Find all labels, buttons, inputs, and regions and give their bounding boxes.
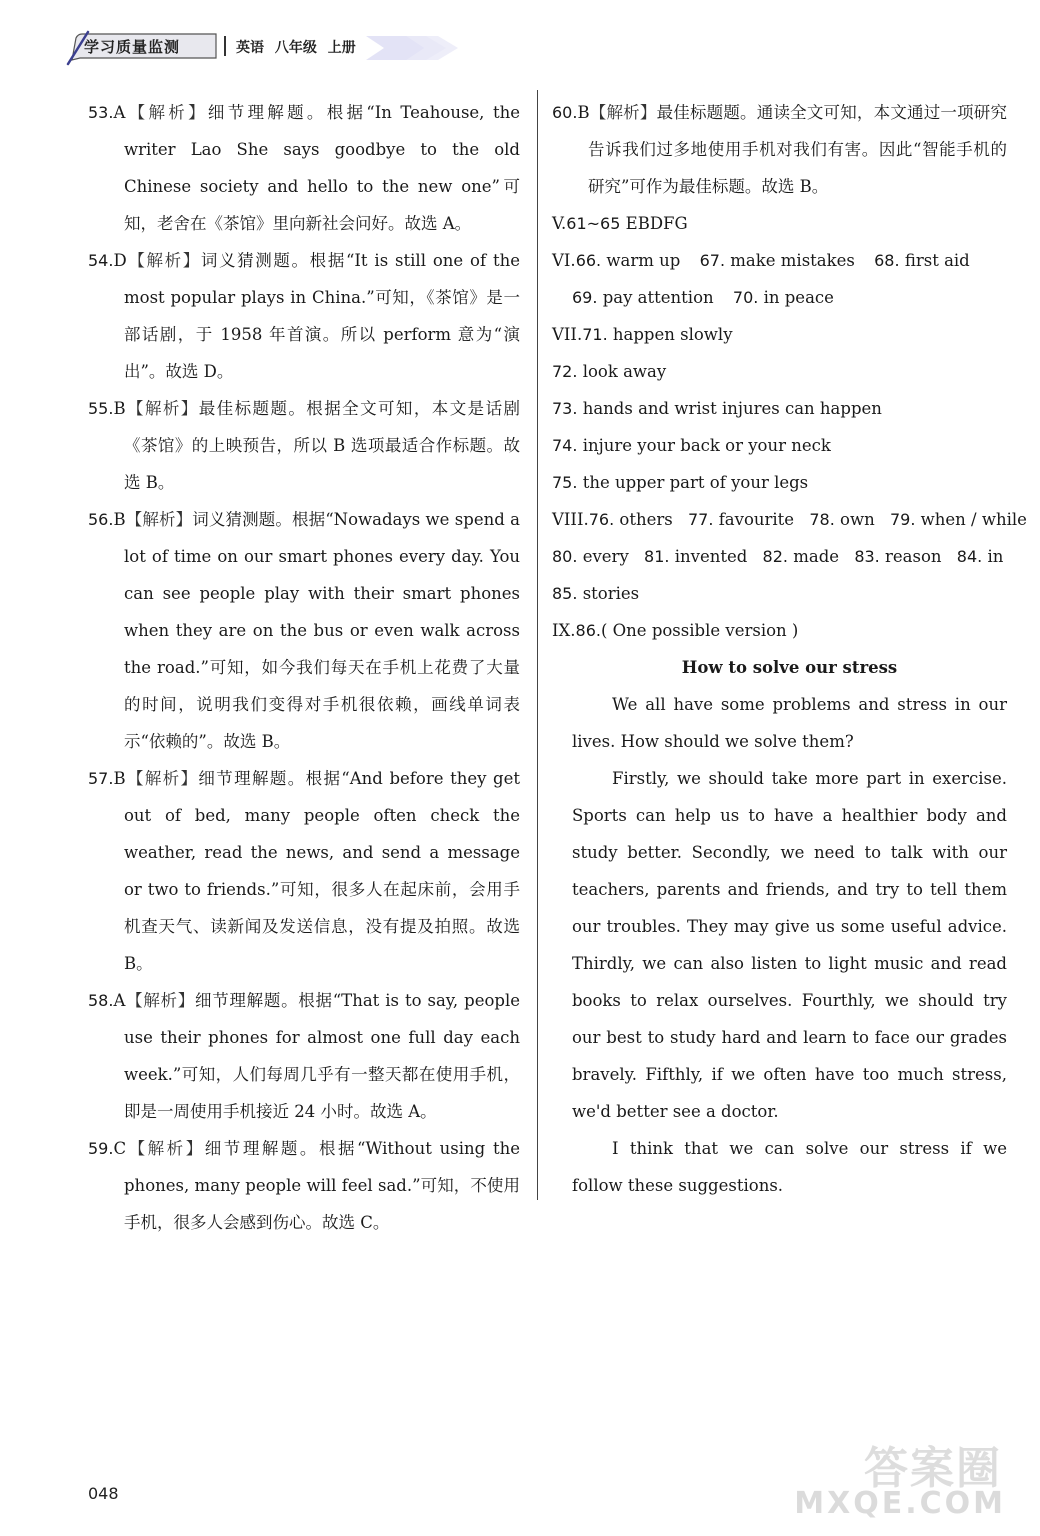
question-58: 58.A【解析】细节理解题。根据“That is to say, people use their phones for almost one full day each week.”可知，人们每周几乎有一整天都在使用手机，即是一周使用手机接近 24 小时。故选 A。 bbox=[88, 991, 520, 1121]
section-v-answers: V.61~65 EBDFG bbox=[552, 214, 688, 233]
essay-paragraph-1: We all have some problems and stress in our lives. How should we solve them? bbox=[572, 695, 1007, 751]
page-header bbox=[66, 30, 466, 66]
section-viii-line2: 80. every 81. invented 82. made 83. reason 84. in bbox=[552, 547, 1004, 566]
question-55: 55.B【解析】最佳标题题。根据全文可知，本文是话剧《茶馆》的上映预告，所以 B 选项最适合作标题。故选 B。 bbox=[88, 399, 521, 492]
watermark-cn: 答案圈 bbox=[864, 1443, 1002, 1494]
question-54: 54.D【解析】词义猜测题。根据“It is still one of the most popular plays in China.”可知，《茶馆》是一部话剧，于 1958 年首演。所以 perform 意为“演出”。故选 D。 bbox=[88, 251, 521, 381]
section-vii-item-75: 75. the upper part of your legs bbox=[552, 473, 809, 492]
question-60: 60.B【解析】最佳标题题。通读全文可知，本文通过一项研究告诉我们过多地使用手机对我们有害。因此“智能手机的研究”可作为最佳标题。故选 B。 bbox=[552, 103, 1008, 196]
column-divider bbox=[537, 90, 538, 1200]
section-vi-answers-line1: VI.66. warm up 67. make mistakes 68. first aid bbox=[552, 251, 970, 270]
essay-title: How to solve our stress bbox=[681, 658, 898, 677]
essay-paragraph-3: I think that we can solve our stress if we follow these suggestions. bbox=[572, 1139, 1007, 1195]
section-vii-item-74: 74. injure your back or your neck bbox=[552, 436, 831, 455]
section-ix-heading: IX.86.( One possible version ) bbox=[552, 621, 799, 640]
section-vii-item-71: VII.71. happen slowly bbox=[552, 325, 733, 344]
section-viii-line3: 85. stories bbox=[552, 584, 640, 603]
watermark-en: MXQE.COM bbox=[794, 1486, 1006, 1521]
section-vii-item-73: 73. hands and wrist injures can happen bbox=[552, 399, 882, 418]
section-vi-answers-line2: 69. pay attention 70. in peace bbox=[572, 288, 834, 307]
watermark-logo bbox=[794, 1432, 1006, 1522]
right-column bbox=[552, 94, 1027, 1204]
header-separator bbox=[224, 36, 226, 56]
section-viii-line1: VIII.76. others 77. favourite 78. own 79. when / while bbox=[552, 510, 1027, 529]
essay-paragraph-2: Firstly, we should take more part in exercise. Sports can help us to have a healthier body and study better. Secondly, we need to talk with our teachers, parents and friends, and try to tell them our troubles. They may give us some useful advice. Thirdly, we can also listen to light music and read books to relax ourselves. Fourthly, we should try our best to study hard and learn to face our grades bravely. Fifthly, if we often have too much stress, we'd better see a doctor. bbox=[572, 769, 1007, 1121]
left-column bbox=[88, 94, 520, 1241]
question-53: 53.A【解析】细节理解题。根据“In Teahouse, the writer Lao She says goodbye to the old Chinese society and hello to the new one”可知，老舍在《茶馆》里向新社会问好。故选 A。 bbox=[88, 103, 520, 233]
page-number: 048 bbox=[88, 1484, 119, 1503]
question-59: 59.C【解析】细节理解题。根据“Without using the phones, many people will feel sad.”可知，不使用手机，很多人会感到伤心。故选 C。 bbox=[88, 1139, 520, 1232]
header-subtitle: 英语 八年级 上册 bbox=[236, 40, 356, 56]
header-title: 学习质量监测 bbox=[84, 38, 181, 56]
question-57: 57.B【解析】细节理解题。根据“And before they get out of bed, many people often check the weather, read the news, and send a message or two to friends.”可知，很多人在起床前，会用手机查天气、读新闻及发送信息，没有提及拍照。故选 B。 bbox=[88, 769, 520, 973]
section-vii-item-72: 72. look away bbox=[552, 362, 667, 381]
question-56: 56.B【解析】词义猜测题。根据“Nowadays we spend a lot of time on our smart phones every day. You can see people play with their smart phones when they are on the bus or even walk across the road.”可知，如今我们每天在手机上花费了大量的时间，说明我们变得对手机很依赖，画线单词表示“依赖的”。故选 B。 bbox=[88, 510, 520, 751]
